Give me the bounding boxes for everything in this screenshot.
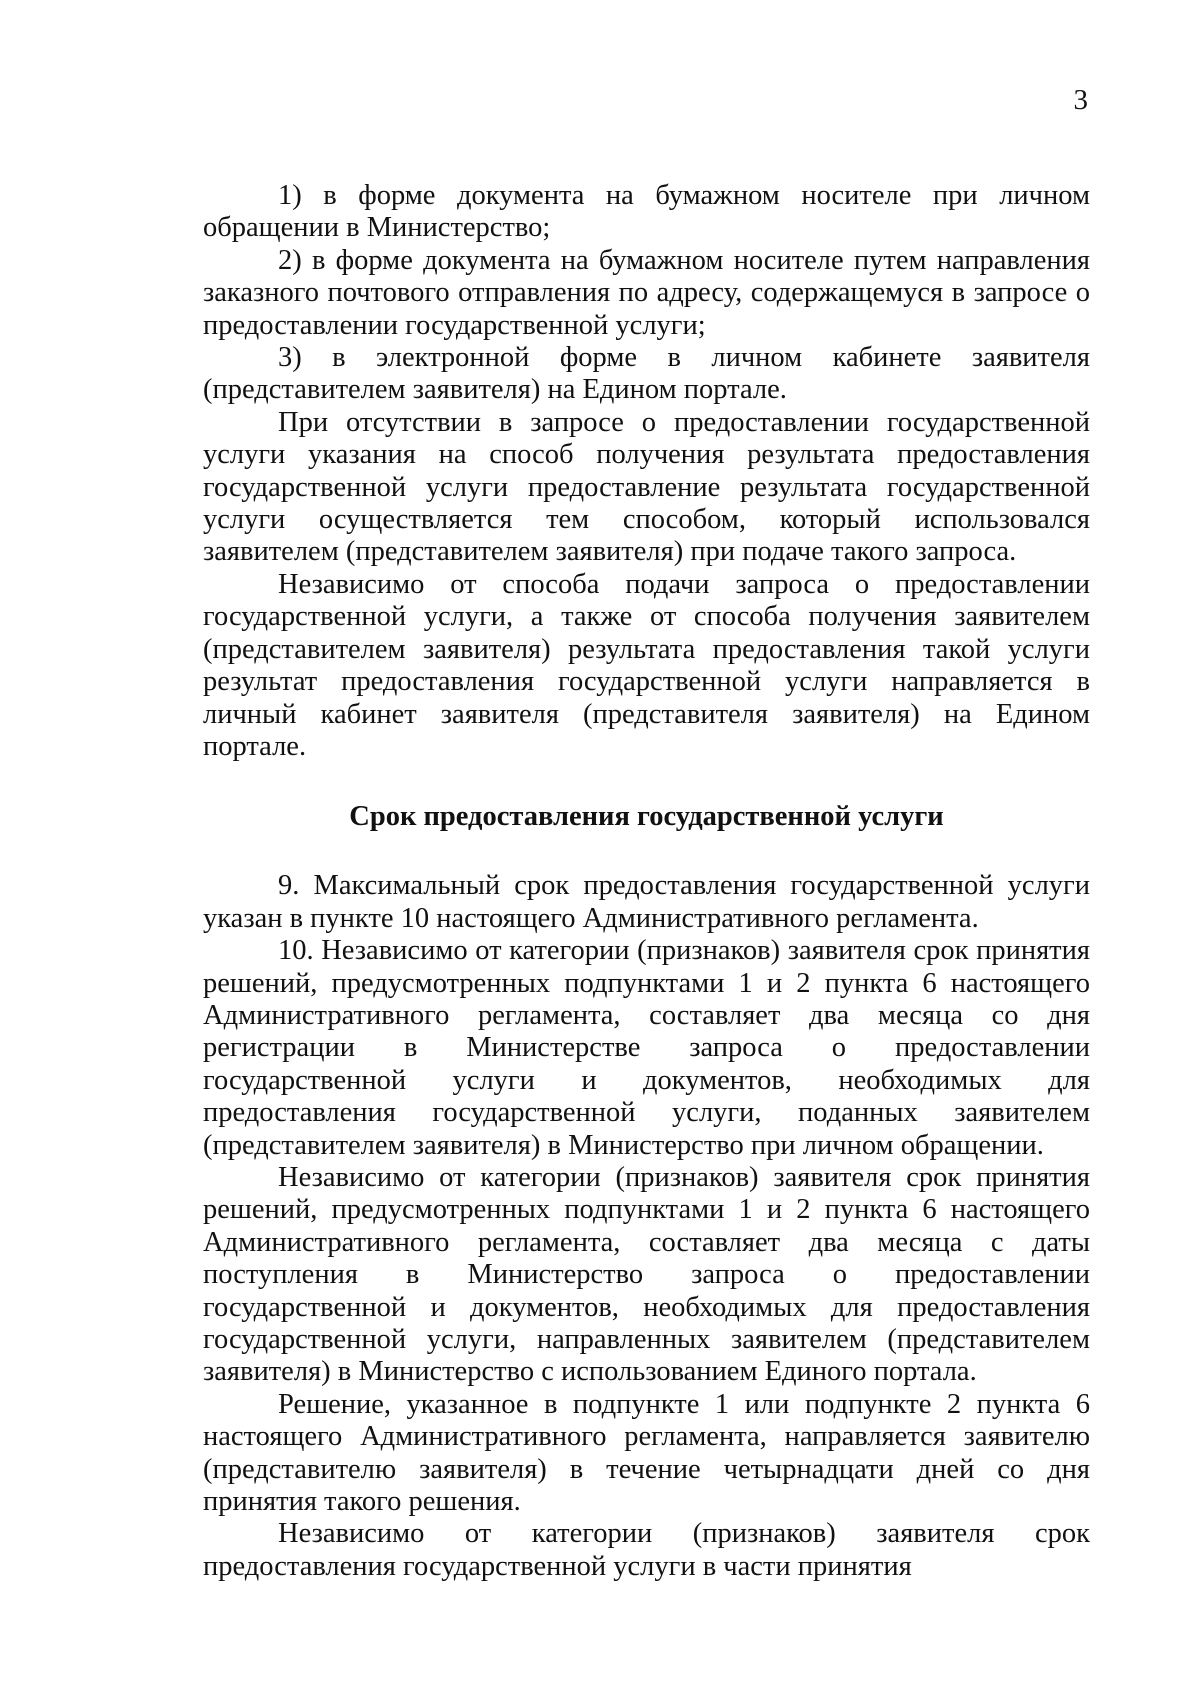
paragraph-result-portal: Независимо от способа подачи запроса о предоставлении государственной услуги, а также от способа получения заявителем (представителем заявителя) результата предоставления такой услуги результат предоставления государственной услуги направляется в личный кабинет заявителя (представителя заявителя) на Едином портале. xyxy=(203,568,1090,762)
paragraph-item-1: 1) в форме документа на бумажном носителе при личном обращении в Министерство; xyxy=(203,180,1090,244)
paragraph-item-3: 3) в электронной форме в личном кабинете заявителя (представителем заявителя) на Едином портале. xyxy=(203,342,1090,406)
paragraph-item-2: 2) в форме документа на бумажном носителе путем направления заказного почтового отправления по адресу, содержащемуся в запросе о предоставлении государственной услуги; xyxy=(203,244,1090,341)
page-number: 3 xyxy=(1073,84,1088,116)
paragraph-portal-term: Независимо от категории (признаков) заявителя срок принятия решений, предусмотренных подпунктами 1 и 2 пункта 6 настоящего Административного регламента, составляет два месяца с даты поступления в Министерство запроса о предоставлении государственной и документов, необходимых для предоставления государственной услуги, направленных заявителем (представителем заявителя) в Министерство с использованием Единого портала. xyxy=(203,1161,1090,1388)
document-body xyxy=(203,180,1090,1583)
section-heading: Срок предоставления государственной услуги xyxy=(349,801,944,833)
paragraph-decision-sending: Решение, указанное в подпункте 1 или подпункте 2 пункта 6 настоящего Административного регламента, направляется заявителю (представителю заявителя) в течение четырнадцати дней со дня принятия такого решения. xyxy=(203,1388,1090,1518)
paragraph-point-10: 10. Независимо от категории (признаков) заявителя срок принятия решений, предусмотренных подпунктами 1 и 2 пункта 6 настоящего Административного регламента, составляет два месяца со дня регистрации в Министерстве запроса о предоставлении государственной услуги и документов, необходимых для предоставления государственной услуги, поданных заявителем (представителем заявителя) в Министерство при личном обращении. xyxy=(203,935,1090,1161)
paragraph-result-method: При отсутствии в запросе о предоставлении государственной услуги указания на способ получения результата предоставления государственной услуги предоставление результата государственной услуги осуществляется тем способом, который использовался заявителем (представителем заявителя) при подаче такого запроса. xyxy=(203,406,1090,568)
paragraph-service-term: Независимо от категории (признаков) заявителя срок предоставления государственной услуги в части принятия xyxy=(203,1518,1090,1582)
paragraph-point-9: 9. Максимальный срок предоставления государственной услуги указан в пункте 10 настоящего Административного регламента. xyxy=(203,870,1090,934)
